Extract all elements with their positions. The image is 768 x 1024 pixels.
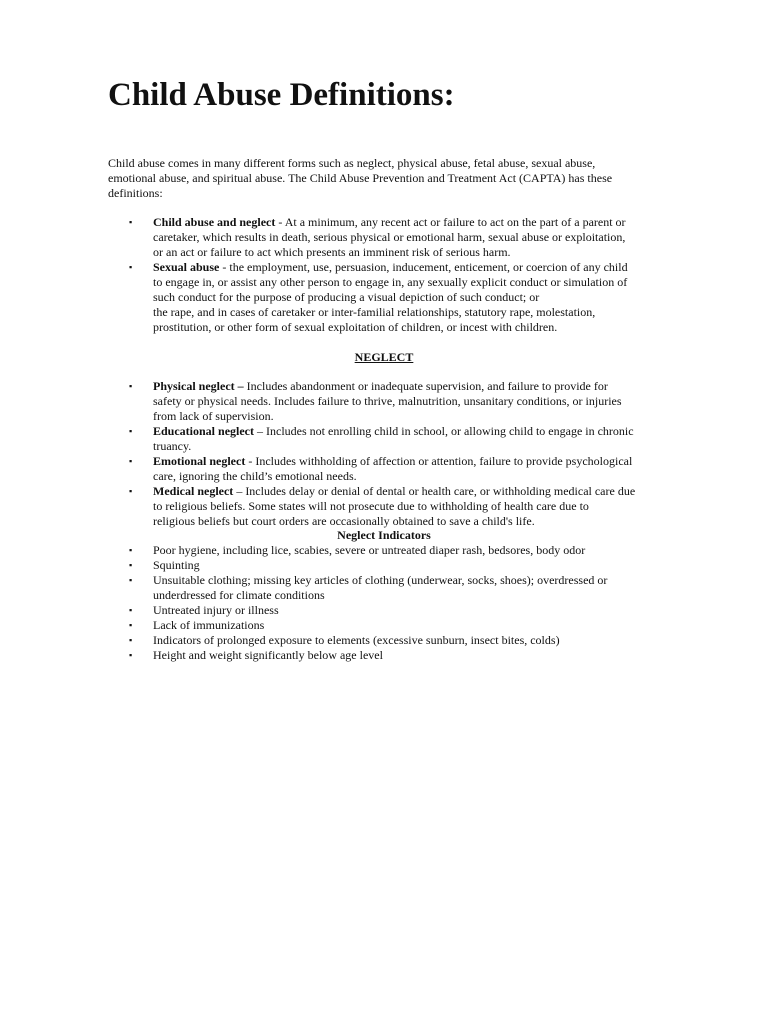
definition-line: prostitution, or other form of sexual exploitation of children, or incest with children. (153, 320, 558, 334)
neglect-term: Medical neglect (153, 484, 234, 498)
page-title: Child Abuse Definitions: (108, 77, 455, 113)
indicator-item (0, 633, 768, 648)
neglect-line (153, 454, 658, 469)
neglect-item-medical (0, 484, 768, 529)
indicator-item (0, 618, 768, 633)
neglect-item-physical (0, 379, 768, 424)
bullet-icon: ▪ (129, 217, 133, 227)
definition-line: the rape, and in cases of caretaker or inter-familial relationships, statutory rape, molestation, (153, 305, 596, 319)
neglect-line: care, ignoring the child’s emotional needs. (153, 469, 357, 483)
intro-line: Child abuse comes in many different forms such as neglect, physical abuse, fetal abuse, sexual abuse, (108, 156, 596, 170)
bullet-icon: ▪ (129, 560, 133, 570)
neglect-heading (0, 350, 768, 365)
indicator-line: underdressed for climate conditions (153, 588, 325, 602)
bullet-icon: ▪ (129, 381, 133, 391)
definition-line: to engage in, or assist any other person to engage in, any sexually explicit conduct or simulation of (153, 275, 628, 289)
indicator-item (0, 558, 768, 573)
indicator-item (0, 573, 768, 603)
neglect-line: truancy. (153, 439, 192, 453)
bullet-icon: ▪ (129, 262, 133, 272)
indicator-line: Poor hygiene, including lice, scabies, severe or untreated diaper rash, bedsores, body odor (153, 543, 586, 557)
neglect-line: from lack of supervision. (153, 409, 274, 423)
indicator-line: Unsuitable clothing; missing key articles of clothing (underwear, socks, shoes); overdressed or (153, 573, 608, 587)
neglect-text: Includes abandonment or inadequate supervision, and failure to provide for (243, 379, 608, 393)
definition-item-sexual-abuse (0, 260, 768, 335)
bullet-icon: ▪ (129, 650, 133, 660)
bullet-icon: ▪ (129, 456, 133, 466)
indicator-line: Height and weight significantly below age level (153, 648, 383, 662)
definition-line: or an act or failure to act which presents an imminent risk of serious harm. (153, 245, 511, 259)
indicator-line: Indicators of prolonged exposure to elements (excessive sunburn, insect bites, colds) (153, 633, 560, 647)
definition-line: caretaker, which results in death, serious physical or emotional harm, sexual abuse or exploitation, (153, 230, 626, 244)
bullet-icon: ▪ (129, 545, 133, 555)
indicator-item (0, 543, 768, 558)
neglect-types-list (0, 379, 768, 529)
neglect-line: safety or physical needs. Includes failure to thrive, malnutrition, unsanitary conditions, or injuries (153, 394, 622, 408)
definition-item-child-abuse-and-neglect (0, 215, 768, 260)
definition-line (153, 215, 658, 230)
definition-term: Child abuse and neglect (153, 215, 276, 229)
indicator-line: Lack of immunizations (153, 618, 265, 632)
bullet-icon: ▪ (129, 426, 133, 436)
neglect-line (153, 379, 658, 394)
neglect-text: – Includes delay or denial of dental or health care, or withholding medical care due (233, 484, 636, 498)
definitions-list (0, 215, 768, 335)
definition-term: Sexual abuse (153, 260, 220, 274)
definition-line: such conduct for the purpose of producing a visual depiction of such conduct; or (153, 290, 540, 304)
intro-paragraph (108, 156, 638, 201)
indicators-list (0, 543, 768, 663)
definition-text: - the employment, use, persuasion, inducement, enticement, or coercion of any child (219, 260, 628, 274)
neglect-line: religious beliefs but court orders are occasionally obtained to save a child's life. (153, 514, 535, 528)
intro-line: emotional abuse, and spiritual abuse. The Child Abuse Prevention and Treatment Act (CAPTA) has these (108, 171, 613, 185)
indicator-line: Squinting (153, 558, 200, 572)
neglect-indicators-heading: Neglect Indicators (337, 528, 431, 542)
definition-text: - At a minimum, any recent act or failure to act on the part of a parent or (275, 215, 626, 229)
neglect-text: - Includes withholding of affection or attention, failure to provide psychological (245, 454, 633, 468)
definition-line (153, 260, 658, 275)
indicator-item (0, 648, 768, 663)
bullet-icon: ▪ (129, 605, 133, 615)
intro-line: definitions: (108, 186, 163, 200)
neglect-item-emotional (0, 454, 768, 484)
neglect-line: to religious beliefs. Some states will not prosecute due to withholding of health care due to (153, 499, 589, 513)
indicator-line: Untreated injury or illness (153, 603, 279, 617)
neglect-line (153, 424, 658, 439)
neglect-term: Physical neglect – (153, 379, 244, 393)
neglect-heading-text: NEGLECT (354, 350, 414, 364)
neglect-line (153, 484, 658, 499)
neglect-term: Emotional neglect (153, 454, 246, 468)
bullet-icon: ▪ (129, 635, 133, 645)
bullet-icon: ▪ (129, 575, 133, 585)
bullet-icon: ▪ (129, 620, 133, 630)
neglect-item-educational (0, 424, 768, 454)
bullet-icon: ▪ (129, 486, 133, 496)
neglect-term: Educational neglect (153, 424, 254, 438)
neglect-text: – Includes not enrolling child in school, or allowing child to engage in chronic (254, 424, 634, 438)
indicator-item (0, 603, 768, 618)
